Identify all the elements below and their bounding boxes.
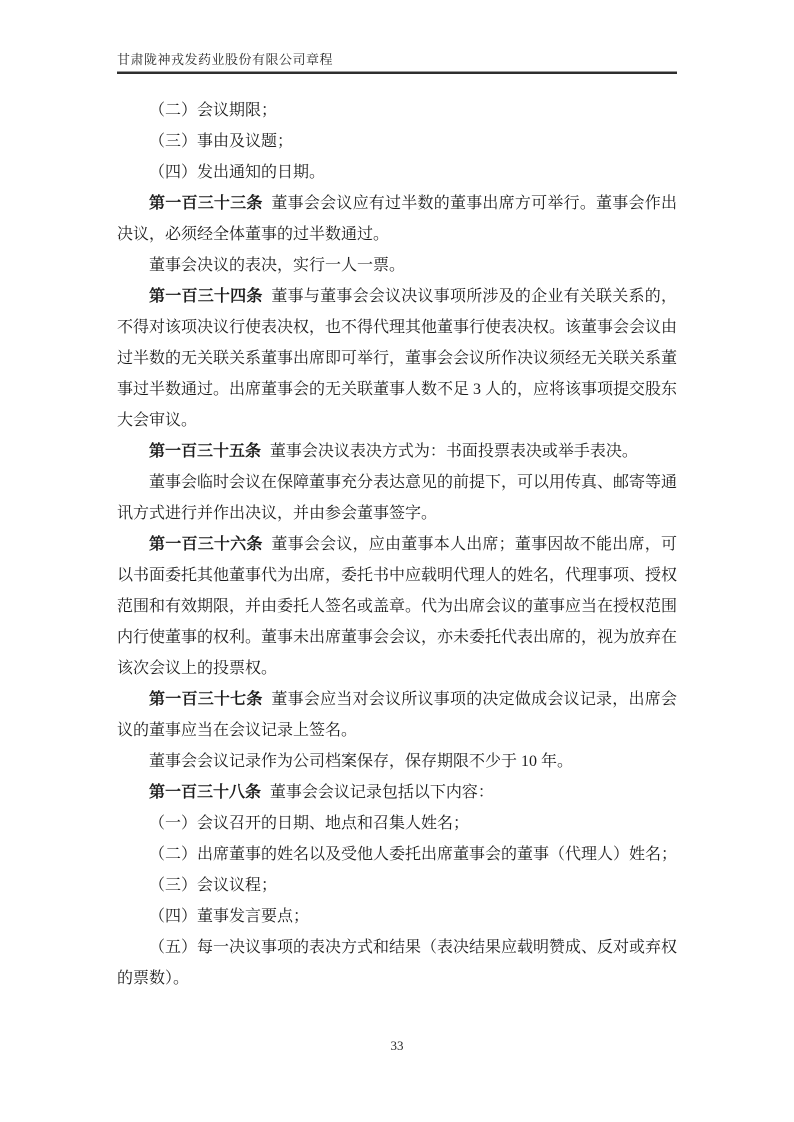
paragraph [117,250,677,281]
paragraph-text: 董事会决议表决方式为：书面投票表决或举手表决。 [269,443,638,460]
paragraph [117,126,677,157]
page-header [117,52,677,74]
paragraph-text: （二）会议期限； [149,102,278,119]
article-number: 第一百三十四条 [149,288,263,305]
paragraph-text: 董事会会议记录作为公司档案保存，保存期限不少于 10 年。 [149,753,574,770]
paragraph [117,777,677,808]
paragraph-text: （三）事由及议题； [149,133,294,150]
paragraph-text: （二）出席董事的姓名以及受他人委托出席董事会的董事（代理人）姓名； [149,846,678,863]
page-number: 33 [390,1038,404,1053]
paragraph [117,684,677,746]
paragraph [117,839,677,870]
paragraph [117,281,677,436]
document-body [117,95,677,994]
paragraph [117,932,677,994]
paragraph [117,870,677,901]
paragraph [117,467,677,529]
paragraph [117,95,677,126]
article-number: 第一百三十七条 [149,691,263,708]
paragraph-text: 董事会决议的表决，实行一人一票。 [149,257,406,274]
paragraph [117,188,677,250]
paragraph [117,901,677,932]
paragraph-text: （四）发出通知的日期。 [149,164,326,181]
article-number: 第一百三十三条 [149,195,263,212]
paragraph-text: 董事会会议应有过半数的董事出席方可举行。董事会作出决议，必须经全体董事的过半数通过。 [117,195,677,243]
paragraph-text: 董事会会议，应由董事本人出席；董事因故不能出席，可以书面委托其他董事代为出席，委托书中应载明代理人的姓名，代理事项、授权范围和有效期限，并由委托人签名或盖章。代为出席会议的董事应当在授权范围内行使董事的权利。董事未出席董事会会议，亦未委托代表出席的，视为放弃在该次会议上的投票权。 [117,536,678,677]
header-title: 甘肃陇神戎发药业股份有限公司章程 [117,52,334,67]
paragraph [117,746,677,777]
paragraph-text: （五）每一决议事项的表决方式和结果（表决结果应载明赞成、反对或弃权的票数）。 [117,939,678,987]
paragraph-text: 董事会临时会议在保障董事充分表达意见的前提下，可以用传真、邮寄等通讯方式进行并作出决议，并由参会董事签字。 [117,474,678,522]
paragraph-text: 董事会应当对会议所议事项的决定做成会议记录，出席会议的董事应当在会议记录上签名。 [117,691,677,739]
article-number: 第一百三十八条 [149,784,262,801]
article-number: 第一百三十六条 [149,536,263,553]
paragraph [117,529,677,684]
paragraph-text: 董事会会议记录包括以下内容： [269,784,494,801]
paragraph-text: （四）董事发言要点； [149,908,310,925]
paragraph-text: 董事与董事会会议决议事项所涉及的企业有关联关系的，不得对该项决议行使表决权，也不得代理其他董事行使表决权。该董事会会议由过半数的无关联关系董事出席即可举行，董事会会议所作决议须经无关联关系董事过半数通过。出席董事会的无关联董事人数不足 3 人的，应将该事项提交股东大会审议。 [117,288,678,429]
paragraph-text: （三）会议议程； [149,877,278,894]
paragraph [117,436,677,467]
paragraph [117,808,677,839]
article-number: 第一百三十五条 [149,443,262,460]
header-rule [117,71,677,74]
paragraph [117,157,677,188]
paragraph-text: （一）会议召开的日期、地点和召集人姓名； [149,815,470,832]
